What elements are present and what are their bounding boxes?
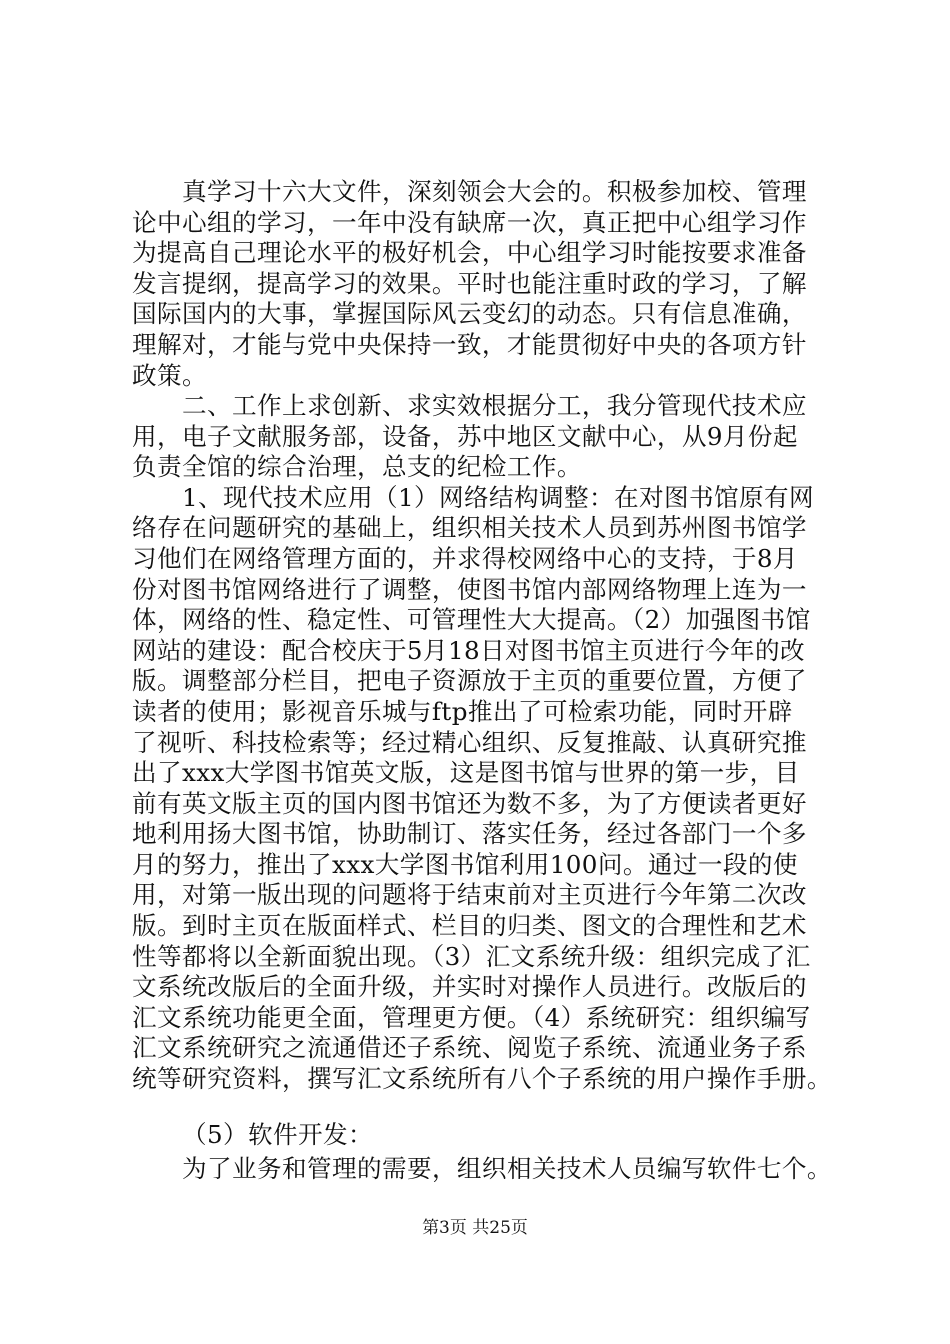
text-line: 二、工作上求创新、求实效根据分工，我分管现代技术应 xyxy=(182,391,807,420)
text-line: 国际国内的大事，掌握国际风云变幻的动态。只有信息准确， xyxy=(132,299,807,328)
text-line: 负责全馆的综合治理，总支的纪检工作。 xyxy=(132,452,582,481)
text-line: 版。调整部分栏目，把电子资源放于主页的重要位置，方便了 xyxy=(132,666,807,695)
text-line: 用，对第一版出现的问题将于结束前对主页进行今年第二次改 xyxy=(132,880,807,909)
text-line: 用，电子文献服务部，设备，苏中地区文献中心，从9月份起 xyxy=(132,422,798,451)
text-line: 统等研究资料，撰写汇文系统所有八个子系统的用户操作手册。 xyxy=(132,1064,832,1093)
text-line: 政策。 xyxy=(132,361,207,390)
text-line: 月的努力，推出了xxx大学图书馆利用100问。通过一段的使 xyxy=(132,850,798,879)
text-line: 份对图书馆网络进行了调整，使图书馆内部网络物理上连为一 xyxy=(132,575,807,604)
text-line: 地利用扬大图书馆，协助制订、落实任务，经过各部门一个多 xyxy=(132,819,807,848)
text-line: 为提高自己理论水平的极好机会，中心组学习时能按要求准备 xyxy=(132,238,807,267)
text-line: （5）软件开发： xyxy=(182,1120,374,1149)
text-line: 1、现代技术应用（1）网络结构调整：在对图书馆原有网 xyxy=(182,483,814,512)
text-line: 为了业务和管理的需要，组织相关技术人员编写软件七个。 xyxy=(182,1154,832,1183)
text-line: 体，网络的性、稳定性、可管理性大大提高。（2）加强图书馆 xyxy=(132,605,811,634)
text-line: 汇文系统功能更全面，管理更方便。（4）系统研究：组织编写 xyxy=(132,1003,811,1032)
text-line: 发言提纲，提高学习的效果。平时也能注重时政的学习，了解 xyxy=(132,269,807,298)
text-line: 性等都将以全新面貌出现。（3）汇文系统升级：组织完成了汇 xyxy=(132,942,811,971)
text-line: 络存在问题研究的基础上，组织相关技术人员到苏州图书馆学 xyxy=(132,513,807,542)
text-line: 了视听、科技检索等；经过精心组织、反复推敲、认真研究推 xyxy=(132,728,807,757)
text-line: 读者的使用；影视音乐城与ftp推出了可检索功能，同时开辟 xyxy=(132,697,793,726)
text-line: 网站的建设：配合校庆于5月18日对图书馆主页进行今年的改 xyxy=(132,636,805,665)
text-line: 版。到时主页在版面样式、栏目的归类、图文的合理性和艺术 xyxy=(132,911,807,940)
text-line: 前有英文版主页的国内图书馆还为数不多，为了方便读者更好 xyxy=(132,789,807,818)
text-line: 真学习十六大文件，深刻领会大会的。积极参加校、管理 xyxy=(182,177,807,206)
text-line: 习他们在网络管理方面的，并求得校网络中心的支持，于8月 xyxy=(132,544,798,573)
text-line: 论中心组的学习，一年中没有缺席一次，真正把中心组学习作 xyxy=(132,208,807,237)
text-line: 理解对，才能与党中央保持一致，才能贯彻好中央的各项方针 xyxy=(132,330,807,359)
text-line: 文系统改版后的全面升级，并实时对操作人员进行。改版后的 xyxy=(132,972,807,1001)
text-line: 汇文系统研究之流通借还子系统、阅览子系统、流通业务子系 xyxy=(132,1033,807,1062)
text-line: 出了xxx大学图书馆英文版，这是图书馆与世界的第一步，目 xyxy=(132,758,800,787)
page-footer: 第3页 共25页 xyxy=(422,1218,528,1238)
